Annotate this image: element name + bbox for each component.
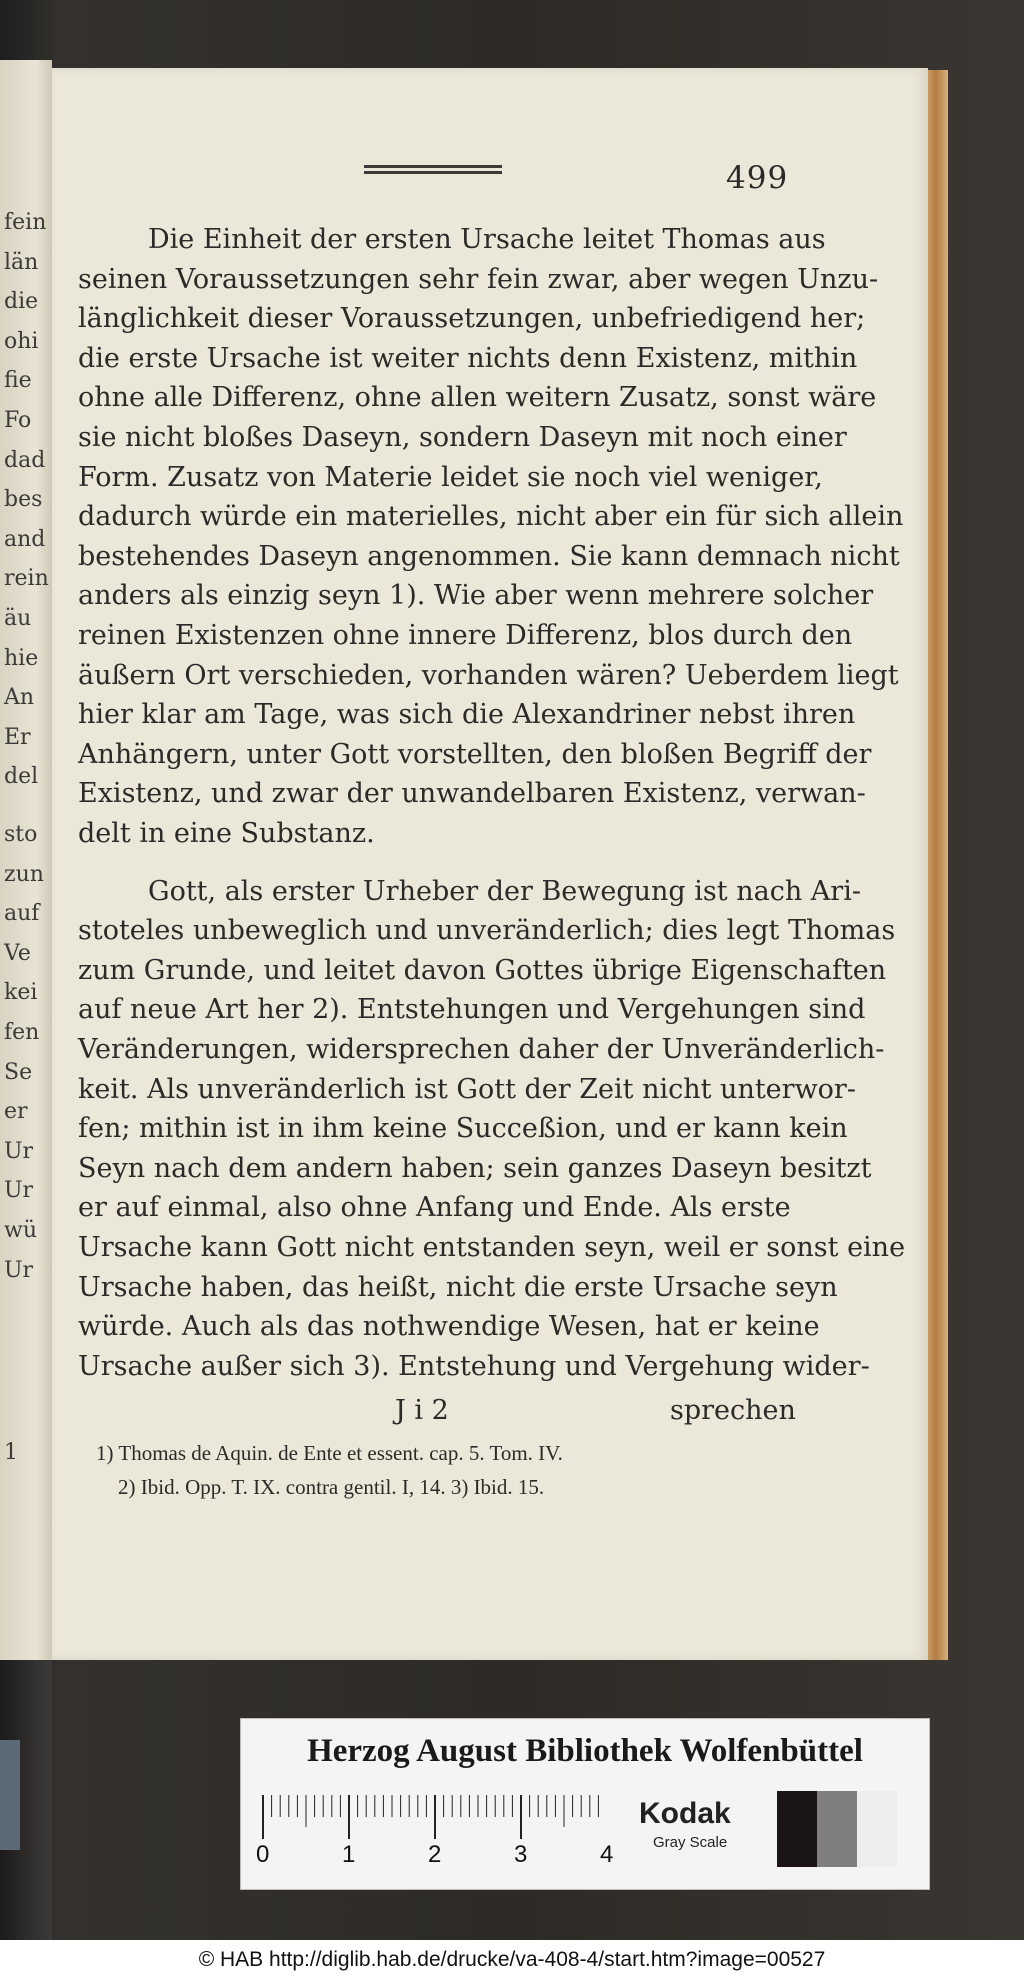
page-fore-edge (928, 70, 948, 1660)
text-line: ohne alle Differenz, ohne allen weitern Zusatz, sonst wäre (78, 382, 877, 414)
text-line: Ursache haben, das heißt, nicht die erste Ursache seyn (78, 1271, 838, 1303)
footnote-2: 2) Ibid. Opp. T. IX. contra gentil. I, 14. 3) Ibid. 15. (118, 1475, 545, 1499)
previous-page-fragment: dad (4, 447, 46, 473)
color-calibration-chart (240, 1718, 930, 1890)
text-line: Veränderungen, widersprechen daher der Unveränderlich- (78, 1034, 885, 1065)
previous-page-fragment: Fo (4, 408, 32, 433)
previous-page-fragment: fen (4, 1020, 40, 1045)
text-line: Form. Zusatz von Materie leidet sie noch viel weniger, (78, 461, 823, 493)
previous-page-edge (0, 60, 52, 1660)
previous-page-fragment: hie (4, 645, 39, 671)
text-line: Gott, als erster Urheber der Bewegung ist nach Ari- (148, 875, 861, 907)
previous-page-fragment: die (4, 289, 39, 315)
scale-number: 3 (514, 1841, 528, 1868)
footer-bar (0, 1940, 1024, 1980)
text-line: Ursache kann Gott nicht entstanden seyn, weil er sonst eine (78, 1232, 906, 1263)
signature-mark: J i 2 (395, 1395, 449, 1426)
gray-patch-mid (817, 1791, 857, 1867)
gray-scale-label: Gray Scale (653, 1834, 728, 1851)
text-line: er auf einmal, also ohne Anfang und Ende. Als erste (78, 1192, 791, 1224)
text-line: Ursache außer sich 3). Entstehung und Vergehung wider- (78, 1350, 870, 1382)
text-line: stoteles unbeweglich und unveränderlich; dies legt Thomas (78, 915, 896, 947)
text-line: länglichkeit dieser Voraussetzungen, unbefriedigend her; (78, 303, 866, 335)
previous-page-fragment: ohi (4, 328, 39, 354)
library-name: Herzog August Bibliothek Wolfenbüttel (307, 1733, 863, 1769)
previous-page-fragment: del (4, 764, 39, 790)
previous-page-fragment: bes (4, 487, 43, 513)
text-line: Existenz, und zwar der unwandelbaren Existenz, verwan- (78, 778, 866, 810)
gray-patch-light (857, 1791, 897, 1867)
previous-page-fragment: Ur (4, 1257, 34, 1283)
previous-page-fragment: 1 (4, 1440, 18, 1465)
copyright-link[interactable]: © HAB http://diglib.hab.de/drucke/va-408-4/start.htm?image=00527 (198, 1948, 826, 1971)
text-line: keit. Als unveränderlich ist Gott der Zeit nicht unterwor- (78, 1073, 856, 1105)
text-line: auf neue Art her 2). Entstehungen und Vergehungen sind (78, 994, 866, 1026)
previous-page-fragment: Se (4, 1059, 33, 1085)
previous-page-fragment: An (4, 685, 35, 711)
scale-number: 0 (256, 1841, 270, 1868)
previous-page-fragment: Ve (4, 940, 31, 966)
previous-page-fragment: äu (4, 606, 32, 631)
scale-number: 2 (428, 1841, 442, 1868)
previous-page-fragment: Er (4, 724, 31, 750)
previous-page-fragment: wü (4, 1218, 37, 1243)
previous-page-fragment: rein (4, 566, 49, 592)
text-line: bestehendes Daseyn angenommen. Sie kann demnach nicht (78, 540, 900, 572)
scale-ruler (261, 1795, 621, 1839)
page-number: 499 (726, 160, 789, 196)
text-line: sie nicht bloßes Daseyn, sondern Daseyn mit noch einer (78, 422, 847, 453)
text-line: würde. Auch als das nothwendige Wesen, hat er keine (78, 1311, 820, 1343)
text-line: fen; mithin ist in ihm keine Succeßion, und er kann kein (78, 1113, 848, 1145)
previous-page-fragment: Ur (4, 1138, 34, 1164)
previous-page-fragment: auf (4, 901, 40, 927)
previous-page-fragment: län (4, 249, 39, 275)
footnote-1: 1) Thomas de Aquin. de Ente et essent. cap. 5. Tom. IV. (96, 1441, 563, 1465)
scale-number: 4 (600, 1841, 614, 1868)
text-line: zum Grunde, und leitet davon Gottes übrige Eigenschaften (78, 954, 887, 986)
text-line: Anhängern, unter Gott vorstellten, den bloßen Begriff der (78, 738, 872, 770)
previous-page-fragment: kei (4, 980, 38, 1006)
text-line: äußern Ort verschieden, vorhanden wären? Ueberdem liegt (78, 659, 899, 691)
text-line: Seyn nach dem andern haben; sein ganzes Daseyn besitzt (78, 1152, 872, 1184)
previous-page-fragment: fein (4, 210, 47, 235)
text-line: seinen Voraussetzungen sehr fein zwar, aber wegen Unzu- (78, 263, 879, 295)
previous-page-fragment: and (4, 526, 46, 552)
kodak-logo: Kodak (639, 1797, 731, 1830)
text-line: Die Einheit der ersten Ursache leitet Thomas aus (148, 224, 826, 255)
text-line: delt in eine Substanz. (78, 818, 375, 849)
text-line: dadurch würde ein materielles, nicht aber ein für sich allein (78, 501, 904, 533)
previous-page-fragment: er (4, 1099, 28, 1125)
text-line: reinen Existenzen ohne innere Differenz, blos durch den (78, 620, 853, 651)
previous-page-fragment: zun (4, 861, 44, 887)
previous-page-fragment: fie (4, 368, 32, 394)
text-line: anders als einzig seyn 1). Wie aber wenn mehrere solcher (78, 580, 874, 612)
text-line: hier klar am Tage, was sich die Alexandriner nebst ihren (78, 699, 856, 731)
gray-patch-dark (777, 1791, 817, 1867)
text-line: die erste Ursache ist weiter nichts denn Existenz, mithin (78, 342, 858, 374)
scale-number: 1 (342, 1841, 356, 1868)
header-rule (364, 165, 502, 174)
previous-page-fragment: sto (4, 822, 38, 847)
spine-tab (0, 1740, 20, 1850)
catchword: sprechen (670, 1395, 796, 1426)
previous-page-fragment: Ur (4, 1178, 34, 1204)
